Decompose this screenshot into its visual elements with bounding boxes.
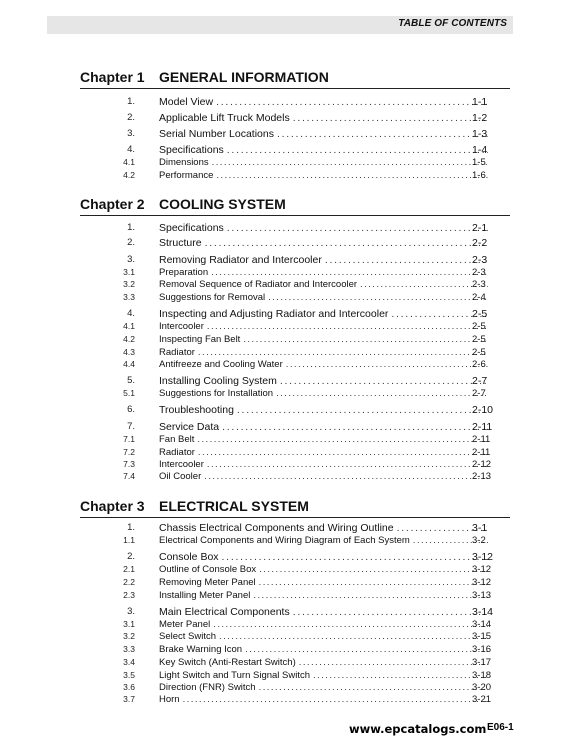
toc-entry[interactable] <box>0 682 562 694</box>
page-number: 2-3 <box>472 254 488 266</box>
page-number: 2-4 <box>472 292 486 303</box>
page-number: 2-7 <box>472 388 486 399</box>
section-number: 3.1 <box>123 267 135 277</box>
section-title: Service Data <box>159 421 220 433</box>
section-title: Main Electrical Components <box>159 606 290 618</box>
dot-leader <box>299 657 488 668</box>
page-number: 2-12 <box>472 459 492 470</box>
toc-entry[interactable] <box>0 267 562 279</box>
section-title: Dimensions <box>159 157 209 168</box>
section-number: 2.3 <box>123 590 135 600</box>
section-number: 1.1 <box>123 535 135 545</box>
section-title: Specifications <box>159 144 224 156</box>
chapter-heading <box>0 196 562 216</box>
page-number: 2-13 <box>472 471 492 482</box>
section-number: 2. <box>127 237 135 248</box>
page-number: 2-2 <box>472 237 488 249</box>
section-title: Fan Belt <box>159 434 195 445</box>
dot-leader <box>325 254 488 266</box>
page-number: 3-14 <box>472 619 492 630</box>
section-number: 4. <box>127 308 135 319</box>
section-number: 3.7 <box>123 694 135 704</box>
page-number: 1-5 <box>472 157 486 168</box>
page-number: 3-15 <box>472 631 492 642</box>
section-number: 3.6 <box>123 682 135 692</box>
section-title: Antifreeze and Cooling Water <box>159 359 283 370</box>
dot-leader <box>198 347 488 358</box>
toc-entry[interactable] <box>0 222 562 234</box>
section-title: Brake Warning Icon <box>159 644 243 655</box>
dot-leader <box>211 267 488 278</box>
toc-entry[interactable] <box>0 347 562 359</box>
section-number: 3.2 <box>123 279 135 289</box>
chapter-label: Chapter 3 <box>80 498 145 514</box>
section-title: Applicable Lift Truck Models <box>159 112 290 124</box>
section-title: Removing Meter Panel <box>159 577 256 588</box>
dot-leader <box>253 590 488 601</box>
dot-leader <box>222 421 488 433</box>
section-title: Light Switch and Turn Signal Switch <box>159 670 311 681</box>
dot-leader <box>183 694 488 705</box>
toc-entry[interactable] <box>0 254 562 266</box>
dot-leader <box>245 644 488 655</box>
toc-entry[interactable] <box>0 577 562 589</box>
dot-leader <box>280 375 488 387</box>
page-number: 3-14 <box>472 606 494 618</box>
toc-entry[interactable] <box>0 471 562 483</box>
toc-entry[interactable] <box>0 170 562 182</box>
section-number: 3. <box>127 254 135 265</box>
page-number: 3-12 <box>472 551 494 563</box>
section-title: Intercooler <box>159 459 204 470</box>
section-title: Inspecting Fan Belt <box>159 334 241 345</box>
dot-leader <box>268 292 488 303</box>
section-title: Installing Meter Panel <box>159 590 251 601</box>
toc-entry[interactable] <box>0 128 562 140</box>
section-number: 5.1 <box>123 388 135 398</box>
section-number: 2. <box>127 551 135 562</box>
page-number: 1-1 <box>472 96 488 108</box>
section-title: Horn <box>159 694 180 705</box>
toc-entry[interactable] <box>0 375 562 387</box>
chapter-divider <box>80 88 510 89</box>
section-number: 7.4 <box>123 471 135 481</box>
page-number: 3-20 <box>472 682 492 693</box>
section-number: 3.1 <box>123 619 135 629</box>
header-bar <box>47 16 513 34</box>
section-title: Select Switch <box>159 631 217 642</box>
chapter-title: COOLING SYSTEM <box>159 196 286 212</box>
page-number: 2-3 <box>472 267 486 278</box>
section-number: 7.1 <box>123 434 135 444</box>
page-number: 1-3 <box>472 128 488 140</box>
section-number: 7.2 <box>123 447 135 457</box>
dot-leader <box>212 157 488 168</box>
page-number: 3-21 <box>472 694 492 705</box>
section-number: 3. <box>127 606 135 617</box>
dot-leader <box>213 619 488 630</box>
section-number: 1. <box>127 222 135 233</box>
section-number: 4.3 <box>123 347 135 357</box>
page-number: 1-4 <box>472 144 488 156</box>
page-number: 2-3 <box>472 279 486 290</box>
page-number: 3-2 <box>472 535 486 546</box>
toc-entry[interactable] <box>0 644 562 656</box>
page-number: 3-16 <box>472 644 492 655</box>
page-number: 2-11 <box>472 434 491 445</box>
section-number: 3.4 <box>123 657 135 667</box>
page-number: 2-5 <box>472 321 486 332</box>
dot-leader <box>207 459 488 470</box>
toc-entry[interactable] <box>0 144 562 156</box>
toc-entry[interactable] <box>0 631 562 643</box>
toc-entry[interactable] <box>0 421 562 433</box>
section-title: Model View <box>159 96 214 108</box>
dot-leader <box>205 237 488 249</box>
page-number: 2-7 <box>472 375 488 387</box>
dot-leader <box>259 682 488 693</box>
section-number: 3.2 <box>123 631 135 641</box>
section-title: Outline of Console Box <box>159 564 257 575</box>
page-title: TABLE OF CONTENTS <box>398 18 507 29</box>
page-number: 2-6 <box>472 359 486 370</box>
page-number: 1-6 <box>472 170 486 181</box>
chapter-label: Chapter 1 <box>80 69 145 85</box>
section-title: Performance <box>159 170 214 181</box>
toc-entry[interactable] <box>0 459 562 471</box>
section-title: Meter Panel <box>159 619 211 630</box>
toc-entry[interactable] <box>0 237 562 249</box>
section-number: 3.3 <box>123 292 135 302</box>
dot-leader <box>360 279 488 290</box>
toc-entry[interactable] <box>0 434 562 446</box>
section-number: 3. <box>127 128 135 139</box>
section-title: Structure <box>159 237 202 249</box>
toc-entry[interactable] <box>0 96 562 108</box>
dot-leader <box>286 359 488 370</box>
dot-leader <box>313 670 488 681</box>
dot-leader <box>259 564 488 575</box>
toc-entry[interactable] <box>0 112 562 124</box>
section-title: Key Switch (Anti-Restart Switch) <box>159 657 296 668</box>
toc-entry[interactable] <box>0 670 562 682</box>
page-number: 2-11 <box>472 421 493 433</box>
section-number: 2.1 <box>123 564 135 574</box>
toc-entry[interactable] <box>0 447 562 459</box>
page-number: 2-11 <box>472 447 491 458</box>
chapter-title: GENERAL INFORMATION <box>159 69 329 85</box>
toc-entry[interactable] <box>0 279 562 291</box>
toc-entry[interactable] <box>0 334 562 346</box>
page-number: 2-5 <box>472 308 488 320</box>
section-title: Removal Sequence of Radiator and Intercooler <box>159 279 358 290</box>
footer-page-code: E06-1 <box>487 722 514 733</box>
section-title: Direction (FNR) Switch <box>159 682 256 693</box>
toc-entry[interactable] <box>0 157 562 169</box>
dot-leader <box>276 388 488 399</box>
chapter-title: ELECTRICAL SYSTEM <box>159 498 309 514</box>
toc-entry[interactable] <box>0 606 562 618</box>
page-number: 2-5 <box>472 347 486 358</box>
toc-entry[interactable] <box>0 590 562 602</box>
toc-entry[interactable] <box>0 292 562 304</box>
section-number: 4. <box>127 144 135 155</box>
section-title: Installing Cooling System <box>159 375 277 387</box>
section-title: Specifications <box>159 222 224 234</box>
chapter-divider <box>80 215 510 216</box>
section-number: 2. <box>127 112 135 123</box>
page-number: 3-12 <box>472 577 492 588</box>
page-number: 3-13 <box>472 590 492 601</box>
section-number: 4.4 <box>123 359 135 369</box>
toc-entry[interactable] <box>0 388 562 400</box>
page-number: 2-5 <box>472 334 486 345</box>
toc-entry[interactable] <box>0 657 562 669</box>
section-title: Radiator <box>159 347 195 358</box>
page-number: 2-1 <box>472 222 488 234</box>
dot-leader <box>243 334 488 345</box>
section-title: Suggestions for Removal <box>159 292 266 303</box>
section-title: Console Box <box>159 551 219 563</box>
section-title: Inspecting and Adjusting Radiator and Intercooler <box>159 308 389 320</box>
footer-url[interactable]: www.epcatalogs.com <box>349 722 487 736</box>
dot-leader <box>197 434 488 445</box>
section-number: 7. <box>127 421 135 432</box>
toc-entry[interactable] <box>0 564 562 576</box>
section-number: 2.2 <box>123 577 135 587</box>
section-title: Preparation <box>159 267 209 278</box>
toc-entry[interactable] <box>0 359 562 371</box>
dot-leader <box>198 447 488 458</box>
section-number: 7.3 <box>123 459 135 469</box>
dot-leader <box>204 471 488 482</box>
dot-leader <box>216 96 488 108</box>
section-number: 1. <box>127 522 135 533</box>
dot-leader <box>227 144 488 156</box>
dot-leader <box>277 128 488 140</box>
section-number: 5. <box>127 375 135 386</box>
section-title: Radiator <box>159 447 195 458</box>
chapter-heading <box>0 498 562 518</box>
section-number: 6. <box>127 404 135 415</box>
section-number: 3.3 <box>123 644 135 654</box>
toc-entry[interactable] <box>0 551 562 563</box>
section-number: 4.1 <box>123 321 135 331</box>
section-title: Suggestions for Installation <box>159 388 274 399</box>
section-title: Oil Cooler <box>159 471 202 482</box>
page-number: 3-12 <box>472 564 492 575</box>
section-number: 3.5 <box>123 670 135 680</box>
toc-entry[interactable] <box>0 321 562 333</box>
section-title: Chassis Electrical Components and Wiring Outline <box>159 522 394 534</box>
dot-leader <box>222 551 488 563</box>
toc-entry[interactable] <box>0 535 562 547</box>
section-title: Serial Number Locations <box>159 128 274 140</box>
chapter-divider <box>80 517 510 518</box>
toc-entry[interactable] <box>0 522 562 534</box>
dot-leader <box>207 321 488 332</box>
toc-entry[interactable] <box>0 619 562 631</box>
section-title: Electrical Components and Wiring Diagram of Each System <box>159 535 410 546</box>
chapter-label: Chapter 2 <box>80 196 145 212</box>
dot-leader <box>237 404 488 416</box>
chapter-heading <box>0 69 562 89</box>
section-number: 4.1 <box>123 157 135 167</box>
section-number: 4.2 <box>123 334 135 344</box>
page-number: 3-1 <box>472 522 488 534</box>
page-number: 2-10 <box>472 404 494 416</box>
toc-entry[interactable] <box>0 404 562 416</box>
section-title: Intercooler <box>159 321 204 332</box>
dot-leader <box>293 606 488 618</box>
dot-leader <box>293 112 488 124</box>
section-number: 4.2 <box>123 170 135 180</box>
dot-leader <box>227 222 488 234</box>
page-number: 1-2 <box>472 112 488 124</box>
dot-leader <box>259 577 488 588</box>
page-number: 3-18 <box>472 670 492 681</box>
toc-entry[interactable] <box>0 694 562 706</box>
dot-leader <box>216 170 488 181</box>
toc-entry[interactable] <box>0 308 562 320</box>
section-title: Troubleshooting <box>159 404 234 416</box>
dot-leader <box>219 631 488 642</box>
page-number: 3-17 <box>472 657 492 668</box>
section-title: Removing Radiator and Intercooler <box>159 254 322 266</box>
section-number: 1. <box>127 96 135 107</box>
